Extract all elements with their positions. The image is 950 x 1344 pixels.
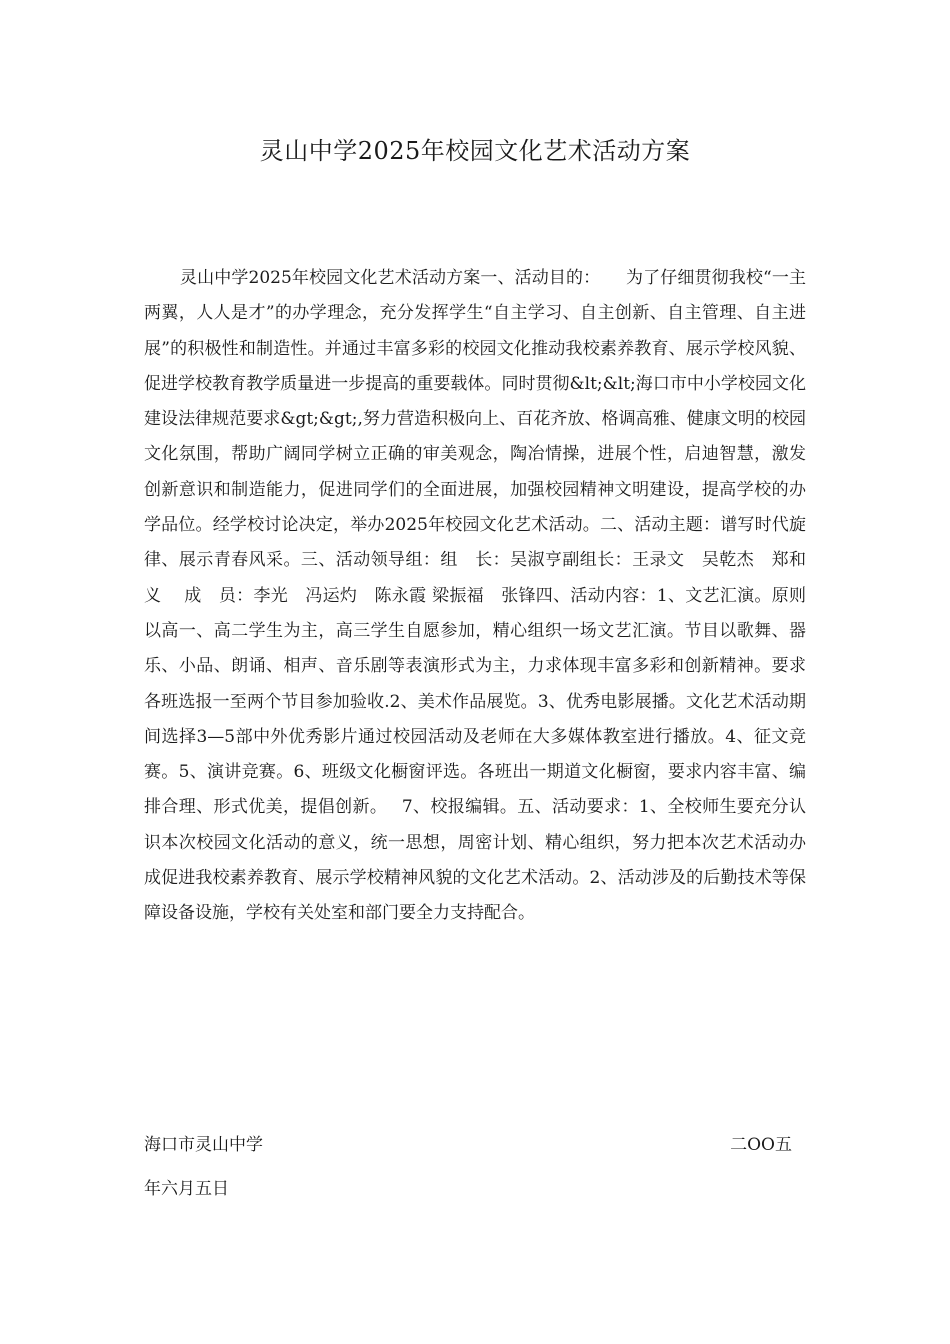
signature-organization: 海口市灵山中学 bbox=[144, 1135, 263, 1155]
document-body: 灵山中学2025年校园文化艺术活动方案一、活动目的： 为了仔细贯彻我校“一主两翼，人人是才”的办学理念，充分发挥学生“自主学习、自主创新、自主管理、自主进展”的积极性和制造性。并通过丰富多彩的校园文化推动我校素养教育、展示学校风貌、促进学校教育教学质量进一步提高的重要载体。同时贯彻&lt;&lt;海口市中小学校园文化建设法律规范要求&gt;&gt;,努力营造积极向上、百花齐放、格调高雅、健康文明的校园文化氛围，帮助广阔同学树立正确的审美观念，陶冶情操，进展个性，启迪智慧，激发创新意识和制造能力，促进同学们的全面进展，加强校园精神文明建设，提高学校的办学品位。经学校讨论决定，举办2025年校园文化艺术活动。二、活动主题：谱写时代旋律、展示青春风采。三、活动领导组：组 长：吴淑亨副组长：王录文 吴乾杰 郑和义 成 员：李光 冯运灼 陈永霞 梁振福 张锋四、活动内容：1、文艺汇演。原则以高一、高二学生为主，高三学生自愿参加，精心组织一场文艺汇演。节目以歌舞、器乐、小品、朗诵、相声、音乐剧等表演形式为主，力求体现丰富多彩和创新精神。要求各班选报一至两个节目参加验收.2、美术作品展览。3、优秀电影展播。文化艺术活动期间选择3—5部中外优秀影片通过校园活动及老师在大多媒体教室进行播放。4、征文竞赛。5、演讲竞赛。6、班级文化橱窗评选。各班出一期道文化橱窗，要求内容丰富、编排合理、形式优美，提倡创新。 7、校报编辑。五、活动要求：1、全校师生要充分认识本次校园文化活动的意义，统一思想，周密计划、精心组织，努力把本次艺术活动办成促进我校素养教育、展示学校精神风貌的文化艺术活动。2、活动涉及的后勤技术等保障设备设施，学校有关处室和部门要全力支持配合。 bbox=[144, 268, 806, 924]
signature-date-start: 二OO五 bbox=[730, 1135, 792, 1155]
signature-date-end: 年六月五日 bbox=[144, 1179, 229, 1199]
document-title: 灵山中学2025年校园文化艺术活动方案 bbox=[259, 137, 691, 165]
signature-row bbox=[144, 1130, 792, 1160]
